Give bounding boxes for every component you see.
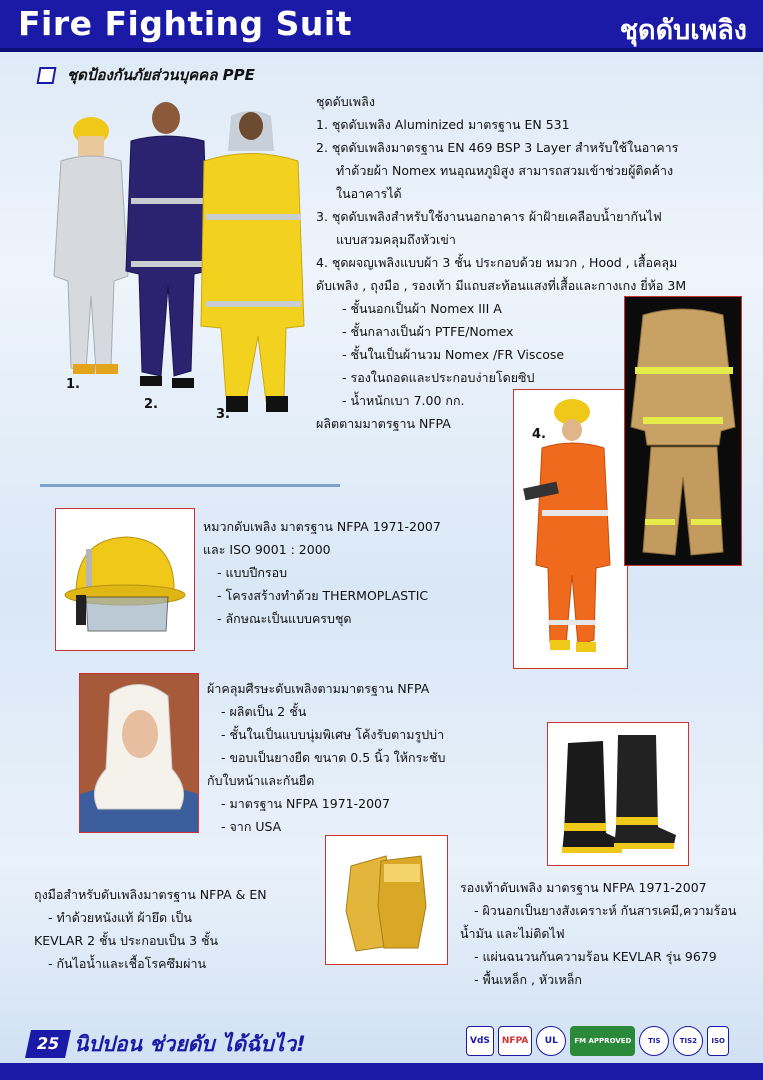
boots-item: - พื้นเหล็ก , หัวเหล็ก: [474, 972, 582, 987]
suit-line: - ชั้นในเป็นผ้านวม Nomex /FR Viscose: [342, 347, 565, 362]
hood-line: กับใบหน้าและกันยืด: [207, 773, 315, 788]
gloves-photo: [325, 835, 448, 965]
helmet-title: หมวกดับเพลิง มาตรฐาน NFPA 1971-2007: [203, 519, 441, 534]
section-heading: [38, 64, 255, 86]
suit-line: แบบสวมคลุมถึงหัวเข่า: [336, 232, 456, 247]
footer-slogan: นิปปอน ช่วยดับ ได้ฉับไว!: [74, 1032, 306, 1056]
fm-approved-logo-icon: FM APPROVED: [570, 1026, 635, 1056]
boots-description: [460, 876, 760, 991]
suits-photo: [36, 96, 312, 430]
suit-line: ทำด้วยผ้า Nomex ทนอุณหภูมิสูง สามารถสวมเข้าช่วยผู้ติดค้าง: [336, 163, 674, 178]
ul-logo-icon: UL: [536, 1026, 566, 1056]
suit-line: 2. ชุดดับเพลิงมาตรฐาน EN 469 BSP 3 Layer สำหรับใช้ในอาคาร: [316, 140, 679, 155]
suit-line: ดับเพลิง , ถุงมือ , รองเท้า มีแถบสะท้อนแสงที่เสื้อและกางเกง ยี่ห้อ 3M: [316, 278, 687, 293]
checkbox-icon: [37, 67, 57, 84]
page-title: Fire Fighting Suit: [18, 4, 353, 43]
hood-description: [207, 677, 497, 838]
hood-item: - ผลิตเป็น 2 ชั้น: [221, 704, 307, 719]
page-header: [0, 0, 763, 52]
label-2: 2.: [144, 397, 158, 412]
suit-line: - น้ำหนักเบา 7.00 กก.: [342, 393, 465, 408]
hood-title: ผ้าคลุมศีรษะดับเพลิงตามมาตรฐาน NFPA: [207, 681, 430, 696]
hood-item: - จาก USA: [221, 819, 282, 834]
hood-item: - ขอบเป็นยางยืด ขนาด 0.5 นิ้ว ให้กระชับ: [221, 750, 446, 765]
bunker-gear-photo: [624, 296, 742, 566]
suit-line: ผลิตตามมาตรฐาน NFPA: [316, 416, 451, 431]
helmet-item: - ลักษณะเป็นแบบครบชุด: [217, 611, 352, 626]
hood-photo: [79, 673, 199, 833]
gloves-item: - ทำด้วยหนังแท้ ผ้ายึด เป็น: [48, 910, 192, 925]
hood-item: - มาตรฐาน NFPA 1971-2007: [221, 796, 390, 811]
suit-line: 4. ชุดผจญเพลิงแบบผ้า 3 ชั้น ประกอบด้วย หมวก , Hood , เสื้อคลุม: [316, 255, 678, 270]
navy-suit-figure: [126, 102, 208, 388]
boots-line: น้ำมัน และไม่ติดไฟ: [460, 926, 565, 941]
aluminized-suit-figure: [54, 117, 128, 374]
gloves-item: - กันไอน้ำและเชื้อโรคซึมผ่าน: [48, 956, 207, 971]
section-title: ชุดป้องกันภัยส่วนบุคคล PPE: [67, 66, 255, 84]
label-1: 1.: [66, 377, 80, 392]
boots-photo: [547, 722, 689, 866]
section-divider: [40, 484, 340, 487]
boots-item: - แผ่นฉนวนกันความร้อน KEVLAR รุ่น 9679: [474, 949, 717, 964]
suit-line: ในอาคารได้: [336, 186, 402, 201]
orange-suit-photo: [513, 389, 628, 669]
tis2-logo-icon: TIS2: [673, 1026, 703, 1056]
helmet-item: - โครงสร้างทำด้วย THERMOPLASTIC: [217, 588, 429, 603]
nfpa-logo-icon: NFPA: [498, 1026, 532, 1056]
helmet-line: และ ISO 9001 : 2000: [203, 542, 331, 557]
suit-line: - ชั้นกลางเป็นผ้า PTFE/Nomex: [342, 324, 514, 339]
suits-heading: ชุดดับเพลิง: [316, 94, 375, 109]
yellow-suit-figure: [201, 111, 304, 412]
vds-logo-icon: VdS: [466, 1026, 494, 1056]
boots-item: - ผิวนอกเป็นยางสังเคราะห์ กันสารเคมี,ความร้อน: [474, 903, 737, 918]
suit-line: - รองในถอดและประกอบง่ายโดยซิป: [342, 370, 535, 385]
helmet-item: - แบบปีกรอบ: [217, 565, 288, 580]
helmet-description: [203, 515, 493, 630]
page-title-thai: ชุดดับเพลิง: [619, 15, 747, 46]
helmet-photo: [55, 508, 195, 651]
gloves-line: KEVLAR 2 ชั้น ประกอบเป็น 3 ชั้น: [34, 933, 219, 948]
suit-line: - ชั้นนอกเป็นผ้า Nomex III A: [342, 301, 502, 316]
certification-logos: [466, 1026, 729, 1056]
gloves-description: [34, 883, 334, 975]
gloves-title: ถุงมือสำหรับดับเพลิงมาตรฐาน NFPA & EN: [34, 887, 267, 902]
suit-line: 3. ชุดดับเพลิงสำหรับใช้งานนอกอาคาร ผ้าฝ้ายเคลือบน้ำยากันไฟ: [316, 209, 662, 224]
page-number: 25: [25, 1030, 71, 1058]
tis-logo-icon: TIS: [639, 1026, 669, 1056]
label-4: 4.: [532, 427, 546, 442]
boots-title: รองเท้าดับเพลิง มาตรฐาน NFPA 1971-2007: [460, 880, 707, 895]
footer-bar: [0, 1063, 763, 1080]
iso-logo-icon: ISO: [707, 1026, 729, 1056]
hood-item: - ชั้นในเป็นแบบนุ่มพิเศษ โค้งรับตามรูปบ่า: [221, 727, 445, 742]
label-3: 3.: [216, 407, 230, 422]
suit-line: 1. ชุดดับเพลิง Aluminized มาตรฐาน EN 531: [316, 117, 570, 132]
